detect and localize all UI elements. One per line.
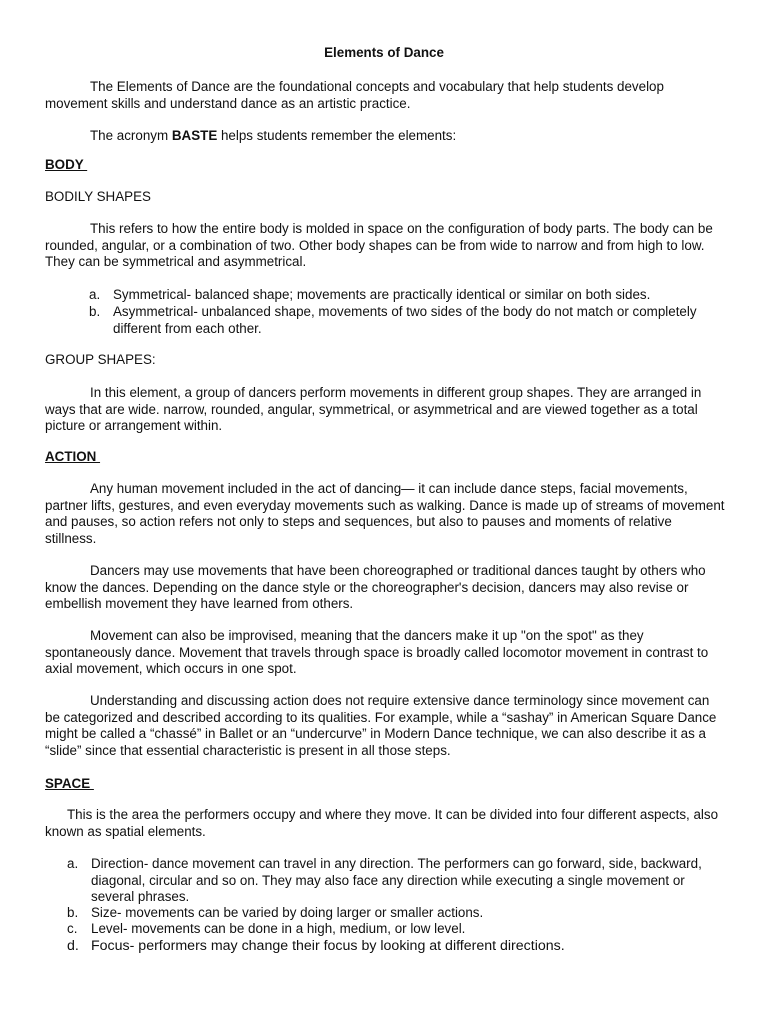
list-item <box>67 856 725 906</box>
list-item <box>67 938 725 955</box>
action-paragraph-2: Dancers may use movements that have been choreographed or traditional dances taught by others who know the dances. Depending on the dance style or the choreographer's decision, dancers may also revise or embellish movement they have learned from others. <box>45 563 706 612</box>
list-marker: a. <box>89 287 101 302</box>
space-paragraph: This is the area the performers occupy and where they move. It can be divided into four different aspects, also known as spatial elements. <box>45 807 719 839</box>
action-paragraph-1: Any human movement included in the act of dancing— it can include dance steps, facial movements, partner lifts, gestures, and even everyday movements such as walking. Dance is made up of streams of movement and pauses, so action refers not only to steps and sequences, but also to pauses and moments of relative stillness. <box>45 481 725 546</box>
list-item <box>89 304 725 337</box>
acronym-prefix: The acronym <box>90 128 172 143</box>
body-heading: BODY <box>45 157 88 172</box>
acronym-suffix: helps students remember the elements: <box>217 128 457 143</box>
list-marker: d. <box>67 938 79 954</box>
bodily-shapes-subheading: BODILY SHAPES <box>45 189 151 204</box>
group-shapes-paragraph: In this element, a group of dancers perform movements in different group shapes. They are arranged in ways that are wide. narrow, rounded, angular, symmetrical, or asymmetrical and are viewed together as a total picture or arrangement within. <box>45 385 702 434</box>
list-item-text: Symmetrical- balanced shape; movements are practically identical or similar on both sides. <box>113 287 651 302</box>
list-item <box>67 921 725 938</box>
list-item-text: Level- movements can be done in a high, medium, or low level. <box>91 921 466 936</box>
action-heading: ACTION <box>45 449 101 464</box>
group-shapes-subheading: GROUP SHAPES: <box>45 352 156 367</box>
space-heading: SPACE <box>45 776 94 791</box>
list-item-text: Focus- performers may change their focus by looking at different directions. <box>91 938 565 954</box>
list-item <box>89 287 725 304</box>
list-marker: c. <box>67 921 78 936</box>
list-item <box>67 905 725 922</box>
list-marker: a. <box>67 856 79 871</box>
acronym-paragraph <box>45 128 725 145</box>
action-paragraph-4: Understanding and discussing action does not require extensive dance terminology since movement can be categorized and described according to its qualities. For example, while a “sashay” in American Square Dance might be called a “chassé” in Ballet or an “undercurve” in Modern Dance technique, we can also describe it as a “slide” since that essential characteristic is present in all those steps. <box>45 693 717 758</box>
list-item-text: Size- movements can be varied by doing larger or smaller actions. <box>91 905 484 920</box>
intro-paragraph: The Elements of Dance are the foundational concepts and vocabulary that help students develop movement skills and understand dance as an artistic practice. <box>45 79 664 111</box>
list-item-text: Direction- dance movement can travel in any direction. The performers can go forward, side, backward, diagonal, circular and so on. They may also face any direction while executing a single movement or several phrases. <box>91 856 702 905</box>
action-paragraph-3: Movement can also be improvised, meaning that the dancers make it up "on the spot" as they spontaneously dance. Movement that travels through space is broadly called locomotor movement in contrast to axial movement, which occurs in one spot. <box>45 628 709 677</box>
list-marker: b. <box>89 304 101 319</box>
list-item-text: Asymmetrical- unbalanced shape, movements of two sides of the body do not match or completely different from each other. <box>113 304 697 336</box>
list-marker: b. <box>67 905 79 920</box>
bodily-shapes-paragraph: This refers to how the entire body is molded in space on the configuration of body parts. The body can be rounded, angular, or a combination of two. Other body shapes can be from wide to narrow and from high to low. They can be symmetrical and asymmetrical. <box>45 221 713 270</box>
acronym-word: BASTE <box>171 128 218 143</box>
page-title: Elements of Dance <box>324 45 444 60</box>
